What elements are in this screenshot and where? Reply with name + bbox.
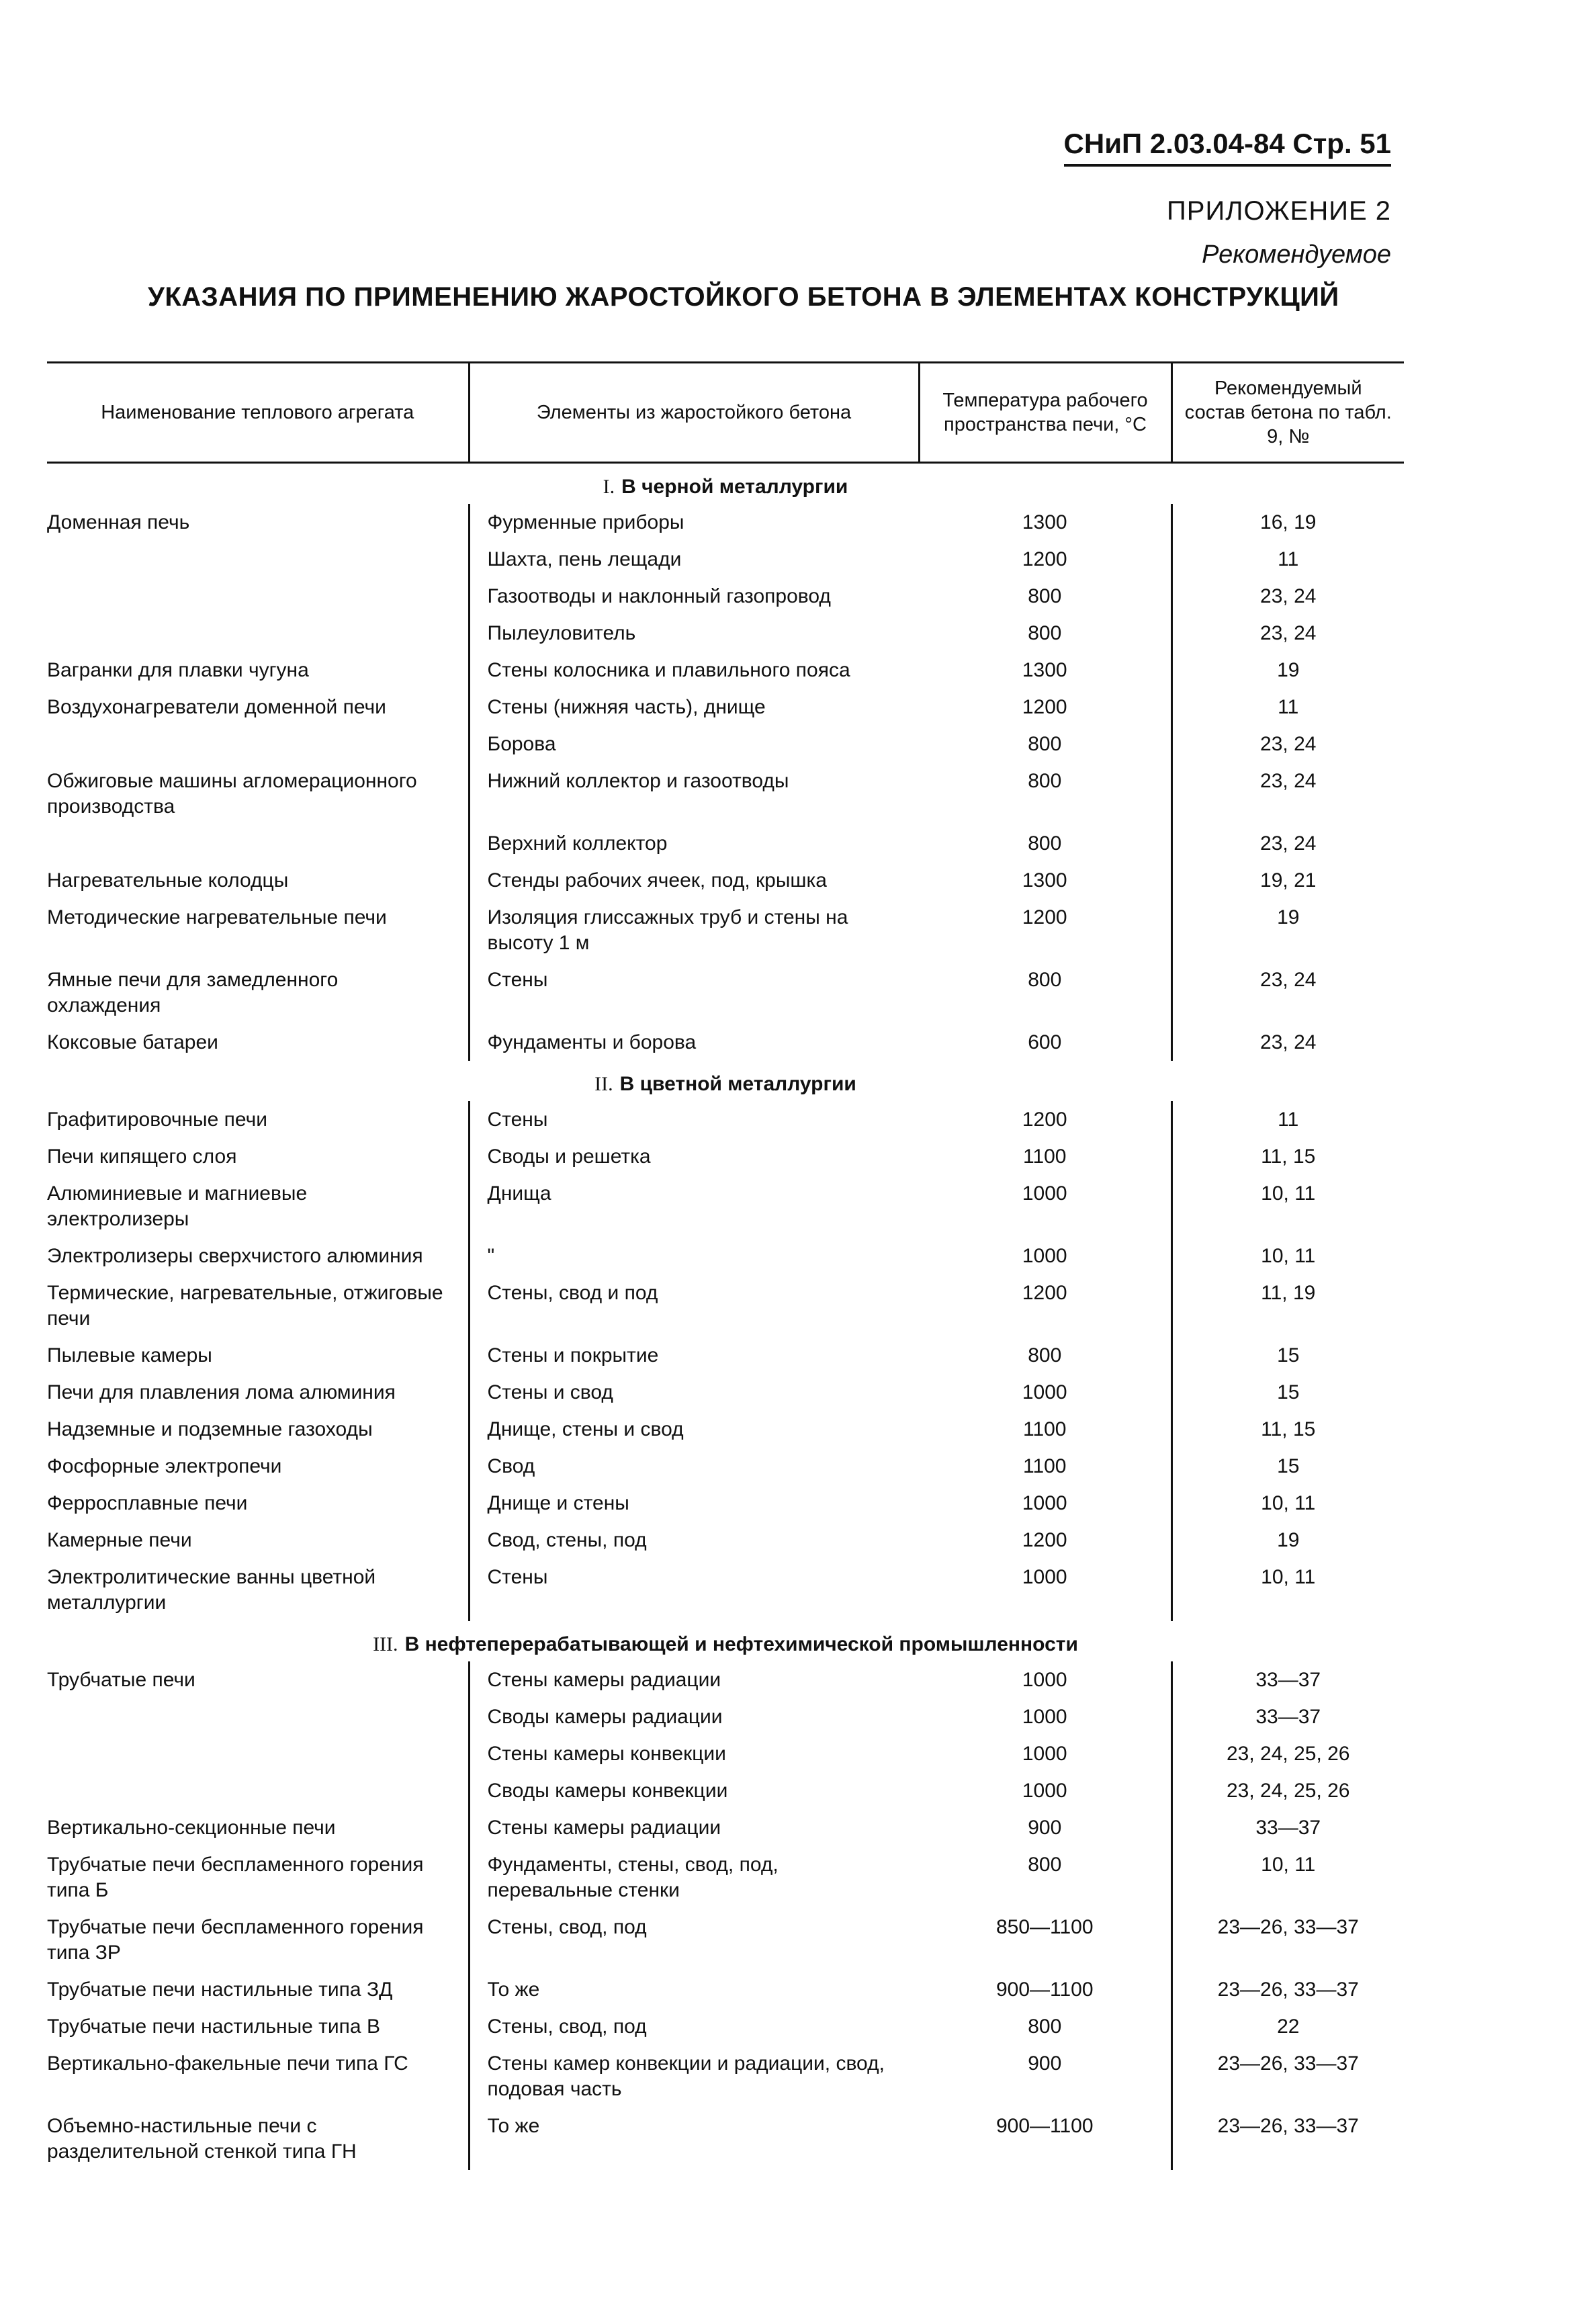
temperature-cell: 800 [1028,832,1062,855]
table-row [47,1138,1404,1175]
composition-cell: 23—26, 33—37 [1171,2045,1404,2108]
section-number: II. [594,1073,613,1095]
unit-name-cell: Ямные печи для замедленного охлаждения [47,969,339,1016]
table-row [47,1175,1404,1237]
table-row [47,1661,1404,1698]
section-title: В цветной металлургии [619,1073,856,1095]
table-row [47,1024,1404,1061]
header-temperature: Температура рабочего пространства печи, °C [919,363,1171,463]
element-cell: Нижний коллектор и газоотводы [469,763,919,825]
header-elements: Элементы из жаростойкого бетона [469,363,919,463]
composition-cell: 16, 19 [1171,504,1404,541]
element-cell: Стены и свод [469,1374,919,1411]
temperature-cell: 900 [1028,1817,1062,1839]
temperature-cell: 1000 [1022,1492,1067,1514]
table-row [47,1374,1404,1411]
table-row [47,763,1404,825]
composition-cell: 15 [1171,1374,1404,1411]
temperature-cell: 1100 [1022,1418,1067,1440]
section-title: В нефтеперерабатывающей и нефтехимической промышленности [404,1633,1078,1655]
temperature-cell: 1100 [1022,1145,1067,1168]
element-cell: Стены [469,1559,919,1621]
element-cell: Фундаменты, стены, свод, под, перевальные стенки [469,1846,919,1909]
unit-name-cell: Объемно-настильные печи с разделительной стенкой типа ГН [47,2115,357,2163]
element-cell: Шахта, пень лещади [469,541,919,578]
header-composition: Рекомендуемый состав бетона по табл. 9, № [1171,363,1404,463]
element-cell: Фундаменты и борова [469,1024,919,1061]
temperature-cell: 1000 [1022,1706,1067,1728]
composition-cell: 23, 24 [1171,1024,1404,1061]
temperature-cell: 800 [1028,2015,1062,2038]
unit-name-cell: Вагранки для плавки чугуна [47,659,309,681]
element-cell: Пылеуловитель [469,615,919,652]
element-cell: Днища [469,1175,919,1237]
concrete-application-table [47,361,1404,2170]
header-unit-name: Наименование теплового агрегата [47,363,469,463]
table-row [47,504,1404,541]
unit-name-cell: Нагревательные колодцы [47,869,289,892]
composition-cell: 11 [1171,1101,1404,1138]
recommended-label: Рекомендуемое [1202,241,1391,269]
composition-cell: 11, 15 [1171,1138,1404,1175]
section-heading [47,463,1404,505]
composition-cell: 15 [1171,1337,1404,1374]
composition-cell: 23, 24 [1171,578,1404,615]
composition-cell: 19 [1171,899,1404,961]
table-row [47,1411,1404,1448]
unit-name-cell: Доменная печь [47,511,190,533]
unit-name-cell: Электролитические ванны цветной металлургии [47,1566,376,1614]
temperature-cell: 900 [1028,2052,1062,2075]
composition-cell: 23, 24 [1171,615,1404,652]
table-row [47,1698,1404,1735]
composition-cell: 10, 11 [1171,1846,1404,1909]
unit-name-cell [47,1698,469,1735]
section-heading-row [47,463,1404,505]
composition-cell: 11 [1171,689,1404,726]
element-cell: Своды и решетка [469,1138,919,1175]
table-header [47,363,1404,463]
temperature-cell: 1000 [1022,1182,1067,1205]
composition-cell: 10, 11 [1171,1175,1404,1237]
table-row [47,2108,1404,2170]
table-row [47,1559,1404,1621]
element-cell: Изоляция глиссажных труб и стены на высоту 1 м [469,899,919,961]
section-title: В черной металлургии [621,476,848,498]
temperature-cell: 1000 [1022,1669,1067,1691]
table-row [47,2008,1404,2045]
composition-cell: 19, 21 [1171,862,1404,899]
unit-name-cell: Трубчатые печи настильные типа В [47,2015,380,2038]
element-cell: Днище и стены [469,1485,919,1522]
element-cell: Свод, стены, под [469,1522,919,1559]
temperature-cell: 1200 [1022,696,1067,718]
temperature-cell: 1300 [1022,869,1067,892]
temperature-cell: 1200 [1022,1282,1067,1304]
element-cell: Стены, свод, под [469,1909,919,1971]
element-cell: Днище, стены и свод [469,1411,919,1448]
unit-name-cell: Трубчатые печи беспламенного горения типа ЗР [47,1916,424,1964]
composition-cell: 19 [1171,1522,1404,1559]
unit-name-cell: Трубчатые печи настильные типа ЗД [47,1979,393,2001]
concrete-application-table-container [47,361,1404,2170]
temperature-cell: 900—1100 [995,1979,1094,2001]
page-header: СНиП 2.03.04-84 Стр. 51 [1064,128,1391,167]
temperature-cell: 1200 [1022,1529,1067,1551]
table-row [47,652,1404,689]
table-row [47,1337,1404,1374]
temperature-cell: 800 [1028,733,1062,755]
unit-name-cell [47,578,469,615]
temperature-cell: 1200 [1022,1109,1067,1131]
unit-name-cell: Трубчатые печи [47,1669,195,1691]
element-cell: Фурменные приборы [469,504,919,541]
unit-name-cell: Печи для плавления лома алюминия [47,1381,396,1403]
unit-name-cell: Методические нагревательные печи [47,906,387,928]
unit-name-cell: Коксовые батареи [47,1031,218,1053]
element-cell: Стены колосника и плавильного пояса [469,652,919,689]
temperature-cell: 1000 [1022,1743,1067,1765]
table-body [47,463,1404,2171]
composition-cell: 11, 15 [1171,1411,1404,1448]
unit-name-cell: Вертикально-факельные печи типа ГС [47,2052,408,2075]
table-row [47,899,1404,961]
table-row [47,1735,1404,1772]
composition-cell: 11, 19 [1171,1274,1404,1337]
unit-name-cell: Термические, нагревательные, отжиговые печи [47,1282,443,1330]
temperature-cell: 800 [1028,1344,1062,1366]
unit-name-cell [47,726,469,763]
table-row [47,541,1404,578]
element-cell: То же [469,2108,919,2170]
element-cell: Стены, свод, под [469,2008,919,2045]
composition-cell: 10, 11 [1171,1559,1404,1621]
table-row [47,689,1404,726]
composition-cell: 23—26, 33—37 [1171,2108,1404,2170]
composition-cell: 19 [1171,652,1404,689]
element-cell: Стены камеры радиации [469,1809,919,1846]
temperature-cell: 900—1100 [995,2115,1094,2137]
table-row [47,825,1404,862]
section-heading-row [47,1621,1404,1661]
unit-name-cell [47,1735,469,1772]
element-cell: Газоотводы и наклонный газопровод [469,578,919,615]
table-row [47,862,1404,899]
temperature-cell: 1300 [1022,659,1067,681]
temperature-cell: 1000 [1022,1780,1067,1802]
unit-name-cell: Печи кипящего слоя [47,1145,237,1168]
temperature-cell: 1200 [1022,548,1067,570]
unit-name-cell: Вертикально-секционные печи [47,1817,336,1839]
unit-name-cell [47,1772,469,1809]
element-cell: Верхний коллектор [469,825,919,862]
element-cell: Свод [469,1448,919,1485]
unit-name-cell: Графитировочные печи [47,1109,267,1131]
composition-cell: 23, 24 [1171,825,1404,862]
composition-cell: 23, 24 [1171,726,1404,763]
appendix-label: ПРИЛОЖЕНИЕ 2 [1167,196,1391,226]
temperature-cell: 800 [1028,585,1062,607]
unit-name-cell: Алюминиевые и магниевые электролизеры [47,1182,308,1230]
temperature-cell: 1200 [1022,906,1067,928]
temperature-cell: 850—1100 [995,1916,1094,1938]
section-number: III. [373,1633,398,1655]
composition-cell: 33—37 [1171,1698,1404,1735]
composition-cell: 23—26, 33—37 [1171,1909,1404,1971]
table-row [47,1101,1404,1138]
table-row [47,1809,1404,1846]
element-cell: " [469,1237,919,1274]
element-cell: Стены камеры радиации [469,1661,919,1698]
table-row [47,1909,1404,1971]
element-cell: Борова [469,726,919,763]
composition-cell: 33—37 [1171,1809,1404,1846]
temperature-cell: 800 [1028,770,1062,792]
element-cell: Стены камеры конвекции [469,1735,919,1772]
element-cell: Стены [469,1101,919,1138]
table-row [47,1448,1404,1485]
composition-cell: 23, 24 [1171,961,1404,1024]
element-cell: Стены и покрытие [469,1337,919,1374]
element-cell: Своды камеры конвекции [469,1772,919,1809]
table-row [47,1485,1404,1522]
composition-cell: 23—26, 33—37 [1171,1971,1404,2008]
table-row [47,1846,1404,1909]
temperature-cell: 1000 [1022,1381,1067,1403]
section-heading [47,1061,1404,1101]
table-row [47,2045,1404,2108]
unit-name-cell: Воздухонагреватели доменной печи [47,696,386,718]
unit-name-cell: Фосфорные электропечи [47,1455,282,1477]
composition-cell: 23, 24, 25, 26 [1171,1735,1404,1772]
composition-cell: 15 [1171,1448,1404,1485]
element-cell: Стены (нижняя часть), днище [469,689,919,726]
document-title: УКАЗАНИЯ ПО ПРИМЕНЕНИЮ ЖАРОСТОЙКОГО БЕТОНА В ЭЛЕМЕНТАХ КОНСТРУКЦИЙ [148,282,1339,312]
composition-cell: 23, 24 [1171,763,1404,825]
temperature-cell: 600 [1028,1031,1062,1053]
temperature-cell: 1000 [1022,1566,1067,1588]
table-row [47,1237,1404,1274]
composition-cell: 10, 11 [1171,1485,1404,1522]
unit-name-cell [47,825,469,862]
unit-name-cell: Электролизеры сверхчистого алюминия [47,1245,423,1267]
composition-cell: 11 [1171,541,1404,578]
unit-name-cell: Надземные и подземные газоходы [47,1418,373,1440]
section-heading [47,1621,1404,1661]
unit-name-cell [47,615,469,652]
composition-cell: 23, 24, 25, 26 [1171,1772,1404,1809]
temperature-cell: 800 [1028,1854,1062,1876]
header-row [47,363,1404,463]
section-number: I. [603,476,615,498]
temperature-cell: 1000 [1022,1245,1067,1267]
table-row [47,1971,1404,2008]
composition-cell: 22 [1171,2008,1404,2045]
table-row [47,726,1404,763]
table-row [47,615,1404,652]
temperature-cell: 1300 [1022,511,1067,533]
element-cell: Стены [469,961,919,1024]
element-cell: Стенды рабочих ячеек, под, крышка [469,862,919,899]
unit-name-cell: Пылевые камеры [47,1344,212,1366]
composition-cell: 10, 11 [1171,1237,1404,1274]
unit-name-cell: Трубчатые печи беспламенного горения типа Б [47,1854,424,1901]
temperature-cell: 800 [1028,969,1062,991]
element-cell: Стены, свод и под [469,1274,919,1337]
table-row [47,961,1404,1024]
element-cell: Своды камеры радиации [469,1698,919,1735]
temperature-cell: 1100 [1022,1455,1067,1477]
unit-name-cell [47,541,469,578]
table-row [47,1274,1404,1337]
unit-name-cell: Обжиговые машины агломерационного производства [47,770,417,818]
element-cell: То же [469,1971,919,2008]
table-row [47,578,1404,615]
table-row [47,1772,1404,1809]
unit-name-cell: Камерные печи [47,1529,192,1551]
unit-name-cell: Ферросплавные печи [47,1492,248,1514]
table-row [47,1522,1404,1559]
element-cell: Стены камер конвекции и радиации, свод, подовая часть [469,2045,919,2108]
section-heading-row [47,1061,1404,1101]
temperature-cell: 800 [1028,622,1062,644]
composition-cell: 33—37 [1171,1661,1404,1698]
